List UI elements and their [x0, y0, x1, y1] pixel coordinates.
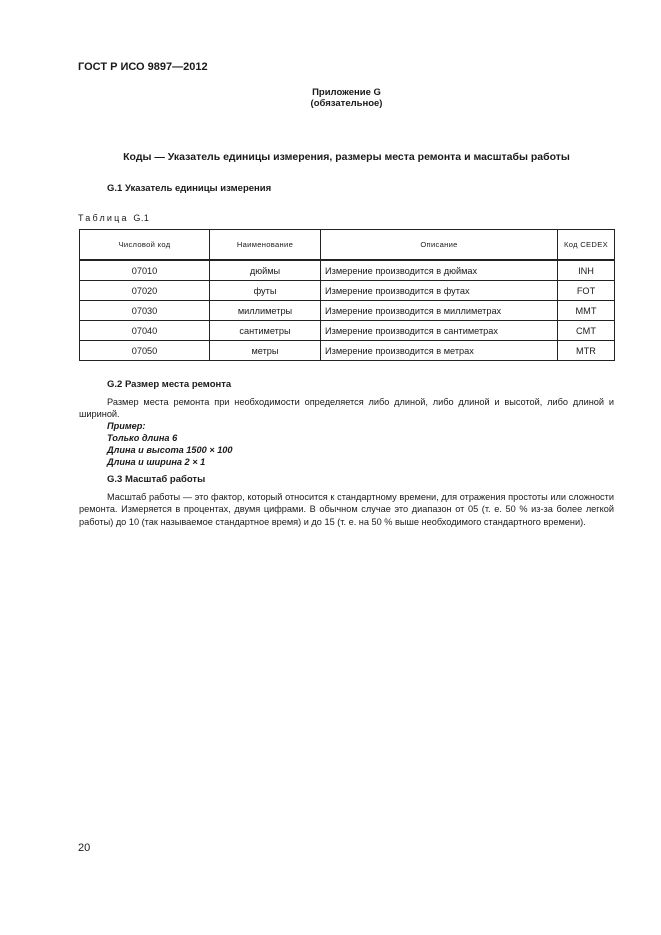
cell-name: миллиметры — [210, 301, 321, 321]
cell-code: 07010 — [80, 260, 210, 281]
cell-description: Измерение производится в дюймах — [321, 260, 558, 281]
table-row — [80, 341, 615, 361]
cell-name: футы — [210, 281, 321, 301]
cell-code: 07050 — [80, 341, 210, 361]
cell-cedex: CMT — [558, 321, 615, 341]
page-number: 20 — [78, 842, 91, 854]
repair-size-text: Размер места ремонта при необходимости определяется либо длиной, либо длиной и высотой, либо длиной и шириной. — [79, 397, 614, 420]
cell-cedex: MTR — [558, 341, 615, 361]
cell-cedex: FOT — [558, 281, 615, 301]
cell-code: 07020 — [80, 281, 210, 301]
section-heading-g1: G.1 Указатель единицы измерения — [107, 183, 272, 194]
example-item: Длина и ширина 2 × 1 — [107, 457, 206, 467]
table-row — [80, 321, 615, 341]
cell-code: 07040 — [80, 321, 210, 341]
cell-code: 07030 — [80, 301, 210, 321]
table-row — [80, 301, 615, 321]
cell-description: Измерение производится в миллиметрах — [321, 301, 558, 321]
table-row — [80, 260, 615, 281]
example-item: Только длина 6 — [107, 433, 178, 443]
cell-description: Измерение производится в метрах — [321, 341, 558, 361]
cell-description: Измерение производится в футах — [321, 281, 558, 301]
cell-name: дюймы — [210, 260, 321, 281]
work-scale-paragraph — [79, 491, 614, 528]
repair-size-paragraph — [79, 396, 614, 421]
annex-subtitle: (обязательное) — [310, 98, 383, 109]
units-table — [79, 229, 615, 361]
table-header-row — [80, 230, 615, 261]
section-heading-g2: G.2 Размер места ремонта — [107, 379, 232, 390]
example-label: Пример: — [107, 421, 146, 431]
section-heading-g3: G.3 Масштаб работы — [107, 474, 206, 485]
cell-name: метры — [210, 341, 321, 361]
header-cedex-code: Код CEDEX — [558, 230, 615, 261]
cell-name: сантиметры — [210, 321, 321, 341]
cell-cedex: INH — [558, 260, 615, 281]
standard-designation: ГОСТ Р ИСО 9897—2012 — [78, 61, 208, 73]
header-description: Описание — [321, 230, 558, 261]
table-caption-number: G.1 — [133, 213, 150, 223]
example-item: Длина и высота 1500 × 100 — [107, 445, 233, 455]
cell-cedex: MMT — [558, 301, 615, 321]
header-name: Наименование — [210, 230, 321, 261]
main-title: Коды — Указатель единицы измерения, размеры места ремонта и масштабы работы — [123, 151, 570, 163]
cell-description: Измерение производится в сантиметрах — [321, 321, 558, 341]
header-numeric-code: Числовой код — [80, 230, 210, 261]
table-caption — [78, 213, 149, 223]
work-scale-text: Масштаб работы — это фактор, который относится к стандартному времени, для отражения простоты или сложности ремонта. Измеряется в процентах, двумя цифрами. В обычном случае это диапазон от 05 (т. е. 50 % из-за более легкой работы) до 10 (так называемое стандартное время) и до 15 (т. е. на 50 % выше необходимого стандартного времени). — [79, 492, 614, 527]
table-row — [80, 281, 615, 301]
annex-title: Приложение G — [312, 87, 381, 98]
table-caption-word: Таблица — [78, 213, 129, 223]
